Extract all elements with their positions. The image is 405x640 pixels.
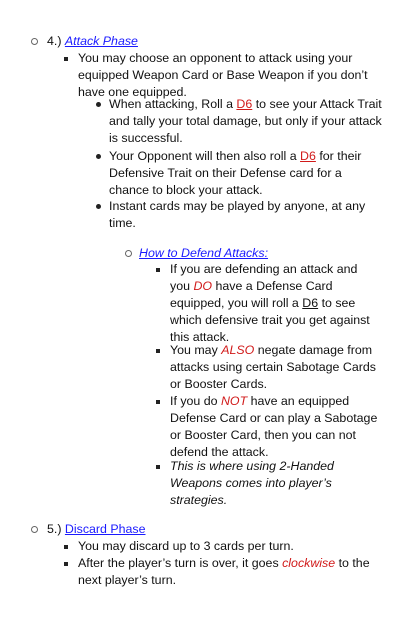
defend-item-3-text-2: have an equipped Defense Card or can play a Sabotage or Booster Card, then you can not defend the attack. <box>170 394 378 459</box>
section-5-heading <box>47 521 347 538</box>
dot-bullet-icon <box>96 102 101 107</box>
dot-bullet-icon <box>96 204 101 209</box>
discard-phase-link[interactable]: Discard Phase <box>64 522 146 536</box>
square-bullet-icon <box>156 400 160 404</box>
defend-item-1-text-3: to see which defensive trait you get against this attack. <box>170 296 370 344</box>
square-bullet-icon <box>64 562 68 566</box>
dot-bullet-icon <box>96 154 101 159</box>
attack-sub-3: Instant cards may be played by anyone, at any time. <box>109 199 366 230</box>
not-emphasis: NOT <box>220 394 248 408</box>
square-bullet-icon <box>156 268 160 272</box>
attack-phase-link[interactable]: Attack Phase <box>64 34 138 48</box>
attack-sub-2-text: Your Opponent will then also roll a <box>109 149 297 163</box>
square-bullet-icon <box>64 57 68 61</box>
discard-item-1: You may discard up to 3 cards per turn. <box>78 539 294 553</box>
defend-item-2-text-2: negate damage from attacks using certain Sabotage Cards or Booster Cards. <box>170 343 376 391</box>
attack-sub-1-text-2: to see your Attack Trait and tally your total damage, but only if your attack is successful. <box>109 97 382 145</box>
defend-item-3-text: If you do <box>170 394 218 408</box>
attack-sub-2-text-2: for their Defensive Trait on their Defense card for a chance to block your attack. <box>109 149 362 197</box>
d6-link[interactable]: D6 <box>300 149 316 163</box>
d6-link[interactable]: D6 <box>236 97 253 111</box>
outline-bullet-icon <box>125 250 132 257</box>
how-to-defend-link[interactable]: How to Defend Attacks: <box>139 246 269 260</box>
attack-sub-1 <box>109 96 385 147</box>
also-emphasis: ALSO <box>221 343 255 357</box>
square-bullet-icon <box>64 545 68 549</box>
section-4-number: 4.) <box>47 34 62 48</box>
square-bullet-icon <box>156 465 160 469</box>
defend-item-2-text: You may <box>170 343 218 357</box>
attack-item-1: You may choose an opponent to attack using your equipped Weapon Card or Base Weapon if you don’t have one equipped. <box>78 51 368 99</box>
attack-sub-1-text: When attacking, Roll a <box>109 97 233 111</box>
discard-item-2-text-2: to the next player’s turn. <box>78 556 370 587</box>
discard-item-2-text: After the player’s turn is over, it goes <box>78 556 279 570</box>
defend-item-1-text: If you are defending an attack and you <box>170 262 358 293</box>
clockwise-emphasis: clockwise <box>282 556 336 570</box>
d6-link[interactable]: D6 <box>302 296 319 310</box>
outline-bullet-icon <box>31 526 38 533</box>
section-5-number: 5.) <box>47 522 62 536</box>
defend-item-1 <box>170 261 380 346</box>
outline-bullet-icon <box>31 38 38 45</box>
defend-item-2 <box>170 342 380 393</box>
do-emphasis: DO <box>193 279 213 293</box>
defend-item-1-text-2: have a Defense Card equipped, you will roll a <box>170 279 333 310</box>
section-4-heading <box>47 33 347 50</box>
defend-item-3 <box>170 393 380 461</box>
attack-sub-2 <box>109 148 385 199</box>
square-bullet-icon <box>156 349 160 353</box>
defend-item-4: This is where using 2-Handed Weapons comes into player’s strategies. <box>170 459 334 507</box>
defend-heading <box>139 245 379 262</box>
discard-item-2 <box>78 555 383 589</box>
